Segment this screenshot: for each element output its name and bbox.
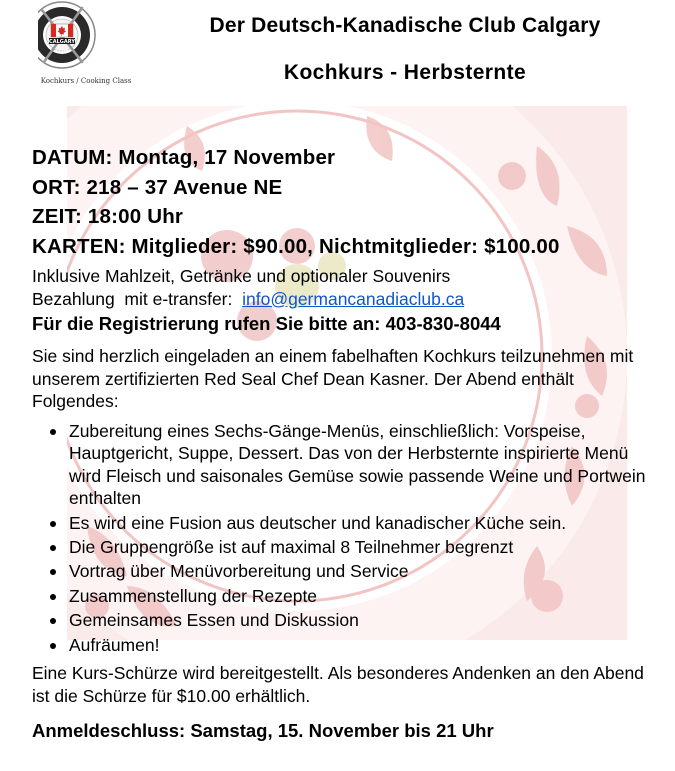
logo-club-text: CLUB [55, 50, 69, 55]
event-location: ORT: 218 – 37 Avenue NE [32, 175, 283, 199]
bullet-icon [50, 594, 56, 600]
bullet-icon [50, 521, 56, 527]
intro-paragraph: Sie sind herzlich eingeladen an einem fabelhaften Kochkurs teilzunehmen mit unserem zertifizierten Red Seal Chef Dean Kasner. Der Abend enthält Folgendes: [32, 346, 634, 411]
list-item: Zusammenstellung der Rezepte [69, 585, 662, 608]
event-time: ZEIT: 18:00 Uhr [32, 205, 184, 228]
course-title-heading: Kochkurs - Herbsternte [283, 61, 527, 84]
event-date: DATUM: Montag, 17 November [32, 146, 336, 169]
list-item: Aufräumen! [69, 634, 662, 657]
bullet-icon [50, 429, 56, 435]
program-list [32, 420, 662, 657]
payment-label: Bezahlung mit e-transfer: [32, 288, 243, 309]
club-name-heading: Der Deutsch-Kanadische Club Calgary [209, 14, 601, 37]
registration-deadline: Anmeldeschluss: Samstag, 15. November bis 21 Uhr [32, 720, 494, 742]
bullet-icon [50, 618, 56, 624]
list-item: Gemeinsames Essen und Diskussion [69, 609, 662, 632]
logo-caption: Kochkurs / Cooking Class [40, 77, 132, 85]
registration-line: Für die Registrierung rufen Sie bitte an: 403-830-8044 [32, 313, 501, 334]
payment-line [32, 288, 662, 311]
list-item: Die Gruppengröße ist auf maximal 8 Teilnehmer begrenzt [69, 536, 662, 559]
list-item: Zubereitung eines Sechs-Gänge-Menüs, einschließlich: Vorspeise, Hauptgericht, Suppe, Dessert. Das von der Herbsternte inspirierte Menü wird Fleisch und saisonales Gemüse sowie passende Weine und Portwein enthalten [69, 420, 662, 510]
included-note: Inklusive Mahlzeit, Getränke und optionaler Souvenirs [32, 266, 451, 286]
flyer-content [32, 143, 662, 743]
ticket-prices: KARTEN: Mitglieder: $90.00, Nichtmitglieder: $100.00 [32, 234, 560, 258]
apron-note: Eine Kurs-Schürze wird bereitgestellt. Als besonderes Andenken an den Abend ist die Schürze für $10.00 erhältlich. [32, 663, 644, 706]
logo-calgary-text: CALGARY [49, 39, 75, 45]
bullet-icon [50, 569, 56, 575]
payment-email-link[interactable]: info@germancanadiaclub.ca [242, 288, 465, 309]
bullet-icon [50, 643, 56, 649]
list-item: Es wird eine Fusion aus deutscher und kanadischer Küche sein. [69, 512, 662, 535]
bullet-icon [50, 545, 56, 551]
list-item: Vortrag über Menüvorbereitung und Service [69, 560, 662, 583]
